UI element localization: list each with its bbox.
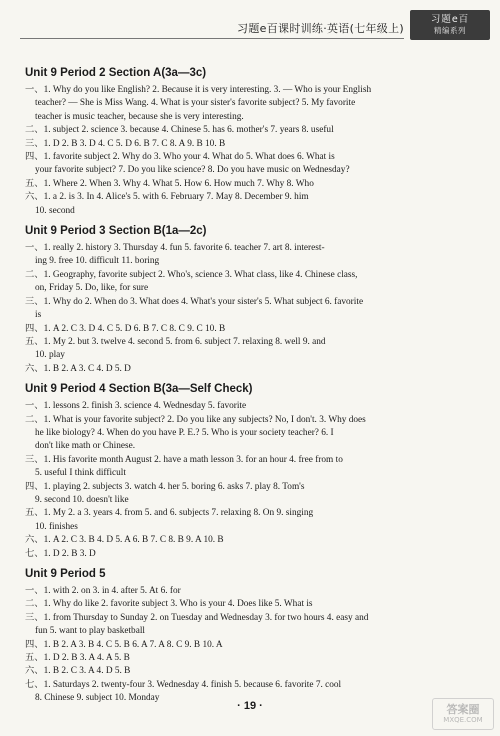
answer-line: 六、1. a 2. is 3. In 4. Alice's 5. with 6. February 7. May 8. December 9. him	[25, 192, 309, 203]
answer-line: 六、1. A 2. C 3. B 4. D 5. A 6. B 7. C 8. B 9. A 10. B	[25, 535, 224, 546]
answer-section	[25, 382, 475, 561]
answer-line: 五、1. My 2. but 3. twelve 4. second 5. from 6. subject 7. relaxing 8. well 9. and	[25, 336, 326, 347]
answer-line: 五、1. D 2. B 3. A 4. A 5. B	[25, 653, 130, 664]
answer-line: 一、1. Why do you like English? 2. Because it is very interesting. 3. — Who is your English	[25, 85, 372, 95]
answer-line: 二、1. Geography, favorite subject 2. Who's, science 3. What class, like 4. Chinese class,	[25, 269, 358, 280]
answer-line: 四、1. playing 2. subjects 3. watch 4. her 5. boring 6. asks 7. play 8. Tom's	[25, 481, 305, 492]
answer-line: ing 9. free 10. difficult 11. boring	[35, 256, 160, 267]
answer-line: 10. play	[35, 350, 65, 361]
answer-line: 四、1. A 2. C 3. D 4. C 5. D 6. B 7. C 8. C 9. C 10. B	[25, 323, 226, 334]
answer-line: 五、1. Where 2. When 3. Why 4. What 5. How 6. How much 7. Why 8. Who	[25, 178, 314, 189]
answer-line: 四、1. B 2. A 3. B 4. C 5. B 6. A 7. A 8. C 9. B 10. A	[25, 639, 223, 650]
answer-line: teacher? — She is Miss Wang. 4. What is your sister's favorite subject? 5. My favorite	[35, 98, 356, 109]
answer-line: 5. useful I think difficult	[35, 468, 126, 479]
answer-section	[25, 66, 475, 218]
answer-line: 七、1. Saturdays 2. twenty-four 3. Wednesday 4. finish 5. because 6. favorite 7. cool	[25, 679, 342, 690]
answer-line: 二、1. What is your favorite subject? 2. Do you like any subjects? No, I don't. 3. Why does	[25, 414, 366, 425]
answer-line: 三、1. His favorite month August 2. have a math lesson 3. for an hour 4. free from to	[25, 454, 343, 465]
answer-line: 一、1. really 2. history 3. Thursday 4. fun 5. favorite 6. teacher 7. art 8. interest-	[25, 243, 325, 254]
section-title: Unit 9 Period 3 Section B(1a—2c)	[25, 225, 207, 238]
answer-line: 三、1. Why do 2. When do 3. What does 4. What's your sister's 5. What subject 6. favorite	[25, 296, 364, 307]
answer-line: 一、1. lessons 2. finish 3. science 4. Wednesday 5. favorite	[25, 401, 247, 412]
series-logo	[410, 10, 490, 40]
answer-line: 七、1. D 2. B 3. D	[25, 548, 96, 559]
watermark-line2: MXQE.COM	[443, 716, 483, 724]
answer-line: 10. second	[35, 205, 75, 216]
page-header	[0, 0, 500, 50]
answer-line: 五、1. My 2. a 3. years 4. from 5. and 6. subjects 7. relaxing 8. On 9. singing	[25, 508, 314, 519]
answer-line: 六、1. B 2. A 3. C 4. D 5. D	[25, 363, 131, 374]
answer-line: don't like math or Chinese.	[35, 441, 136, 452]
page-number: · 19 ·	[237, 700, 263, 712]
section-title: Unit 9 Period 2 Section A(3a—3c)	[25, 67, 207, 79]
answer-line: he like biology? 4. When do you have P. E.? 5. Who is your society teacher? 6. I	[35, 427, 334, 438]
answer-line: 三、1. D 2. B 3. D 4. C 5. D 6. B 7. C 8. A 9. B 10. B	[25, 138, 226, 149]
answer-line: on, Friday 5. Do, like, for sure	[35, 283, 149, 294]
watermark-stamp	[432, 698, 494, 730]
answer-line: 六、1. B 2. C 3. A 4. D 5. B	[25, 666, 131, 677]
answer-line: 8. Chinese 9. subject 10. Monday	[35, 693, 160, 704]
header-title: 习题e百课时训练·英语(七年级上)	[237, 22, 404, 35]
logo-line2: 精编系列	[434, 26, 466, 35]
answer-line: 四、1. favorite subject 2. Why do 3. Who your 4. What do 5. What does 6. What is	[25, 152, 335, 163]
answer-line: 10. finishes	[35, 521, 78, 532]
answer-line: 二、1. subject 2. science 3. because 4. Chinese 5. has 6. mother's 7. years 8. useful	[25, 125, 334, 136]
answer-line: is	[35, 310, 42, 321]
answer-line: teacher is music teacher, because she is very interesting.	[35, 111, 244, 122]
logo-line1: 习题e百	[430, 14, 470, 25]
answer-line: 9. second 10. doesn't like	[35, 494, 129, 505]
section-title: Unit 9 Period 5	[25, 568, 106, 580]
answer-line: fun 5. want to play basketball	[35, 626, 145, 637]
answer-line: 二、1. Why do like 2. favorite subject 3. Who is your 4. Does like 5. What is	[25, 599, 313, 610]
answer-line: 三、1. from Thursday to Sunday 2. on Tuesday and Wednesday 3. for two hours 4. easy and	[25, 612, 369, 623]
watermark-line1: 答案圈	[446, 703, 480, 716]
answer-section	[25, 224, 475, 376]
answer-line: 一、1. with 2. on 3. in 4. after 5. At 6. for	[25, 586, 181, 596]
header-rule	[20, 38, 404, 39]
answer-section	[25, 567, 475, 706]
answer-line: your favorite subject? 7. Do you like science? 8. Do you have music on Wednesday?	[35, 165, 350, 176]
section-title: Unit 9 Period 4 Section B(3a—Self Check)	[25, 383, 253, 396]
answer-content	[25, 66, 475, 706]
